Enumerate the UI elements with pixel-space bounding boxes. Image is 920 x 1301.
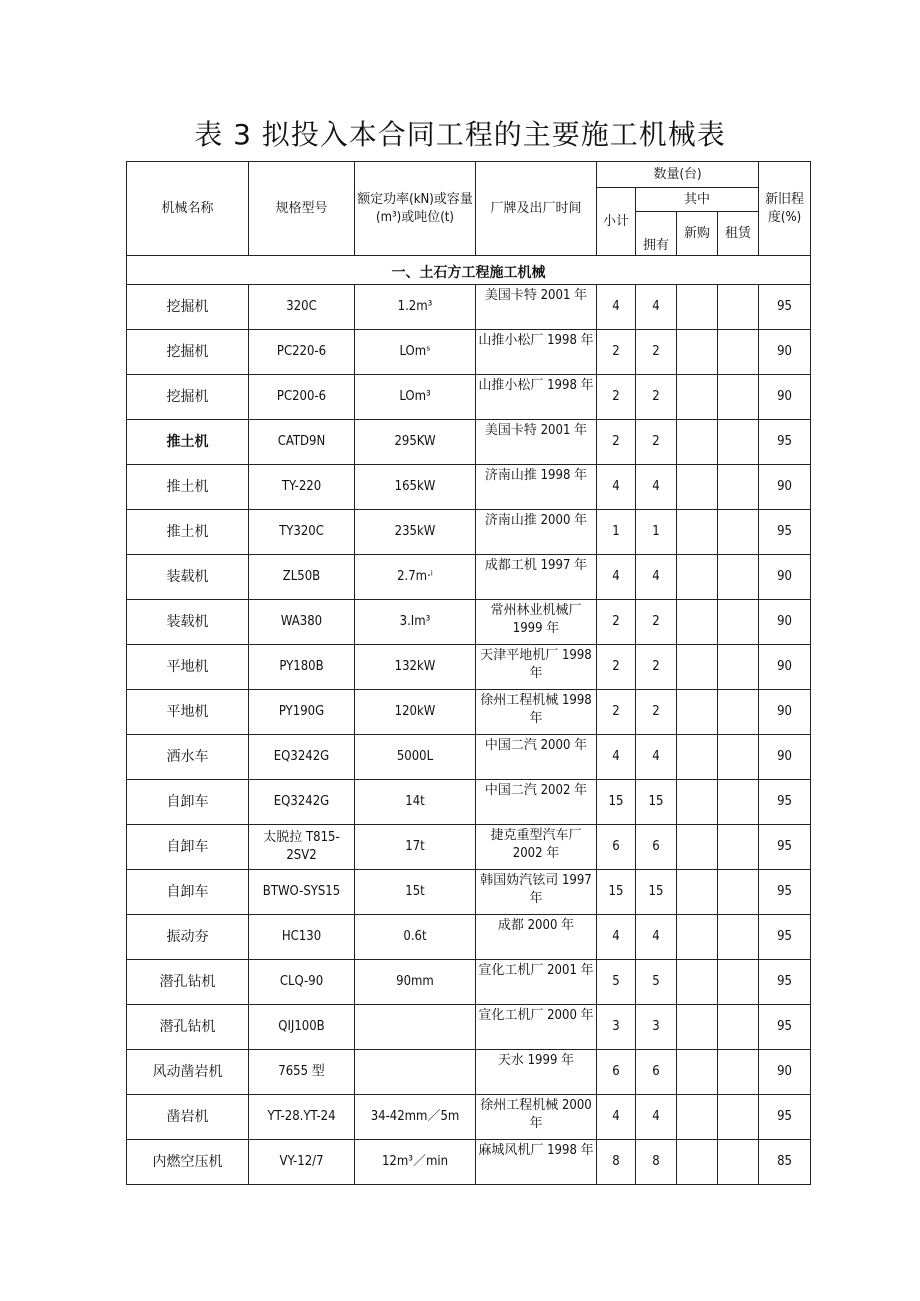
cell-machine-name: 挖掘机 xyxy=(127,375,249,420)
section-title: 一、土石方工程施工机械 xyxy=(127,256,811,285)
cell-factory: 徐州工程机械 2000 年 xyxy=(476,1095,597,1140)
cell-subtotal: 2 xyxy=(597,645,636,690)
cell-owned: 2 xyxy=(636,375,677,420)
cell-power: 1.2m³ xyxy=(355,285,476,330)
cell-subtotal: 4 xyxy=(597,465,636,510)
cell-machine-name: 自卸车 xyxy=(127,870,249,915)
cell-owned: 2 xyxy=(636,645,677,690)
cell-machine-name: 潜孔钻机 xyxy=(127,1005,249,1050)
cell-rent xyxy=(718,420,759,465)
header-rent: 租赁 xyxy=(718,212,759,256)
cell-power: 15t xyxy=(355,870,476,915)
cell-machine-name: 洒水车 xyxy=(127,735,249,780)
cell-model: TY-220 xyxy=(249,465,355,510)
table-row xyxy=(127,1140,811,1185)
cell-factory: 山推小松厂 1998 年 xyxy=(476,375,597,420)
cell-rent xyxy=(718,1140,759,1185)
cell-condition: 90 xyxy=(759,690,811,735)
cell-factory: 韩国妫汽铉司 1997 年 xyxy=(476,870,597,915)
cell-factory: 麻城风机厂 1998 年 xyxy=(476,1140,597,1185)
table-row xyxy=(127,690,811,735)
cell-subtotal: 6 xyxy=(597,1050,636,1095)
cell-rent xyxy=(718,870,759,915)
cell-factory: 成都工机 1997 年 xyxy=(476,555,597,600)
table-row xyxy=(127,555,811,600)
cell-factory: 常州林业机械厂 1999 年 xyxy=(476,600,597,645)
cell-power: 12m³／min xyxy=(355,1140,476,1185)
cell-new-buy xyxy=(677,465,718,510)
cell-factory: 美国卡特 2001 年 xyxy=(476,285,597,330)
cell-model: CLQ-90 xyxy=(249,960,355,1005)
cell-model: PC220-6 xyxy=(249,330,355,375)
cell-rent xyxy=(718,960,759,1005)
cell-owned: 4 xyxy=(636,915,677,960)
cell-rent xyxy=(718,285,759,330)
cell-new-buy xyxy=(677,870,718,915)
cell-new-buy xyxy=(677,510,718,555)
cell-machine-name: 推土机 xyxy=(127,465,249,510)
cell-power: 165kW xyxy=(355,465,476,510)
cell-owned: 5 xyxy=(636,960,677,1005)
cell-machine-name: 潜孔钻机 xyxy=(127,960,249,1005)
header-model: 规格型号 xyxy=(249,162,355,256)
header-condition: 新旧程度(%) xyxy=(759,162,811,256)
cell-new-buy xyxy=(677,1050,718,1095)
cell-subtotal: 4 xyxy=(597,735,636,780)
cell-model: EQ3242G xyxy=(249,735,355,780)
cell-new-buy xyxy=(677,780,718,825)
cell-new-buy xyxy=(677,330,718,375)
cell-factory: 济南山推 1998 年 xyxy=(476,465,597,510)
cell-owned: 8 xyxy=(636,1140,677,1185)
cell-condition: 95 xyxy=(759,780,811,825)
cell-power: 90mm xyxy=(355,960,476,1005)
cell-condition: 90 xyxy=(759,330,811,375)
cell-rent xyxy=(718,1095,759,1140)
cell-subtotal: 15 xyxy=(597,780,636,825)
cell-condition: 90 xyxy=(759,465,811,510)
cell-owned: 15 xyxy=(636,870,677,915)
cell-factory: 中国二汽 2002 年 xyxy=(476,780,597,825)
cell-subtotal: 2 xyxy=(597,375,636,420)
cell-owned: 6 xyxy=(636,825,677,870)
header-subtotal: 小计 xyxy=(597,188,636,256)
cell-rent xyxy=(718,780,759,825)
cell-power: 5000L xyxy=(355,735,476,780)
cell-new-buy xyxy=(677,825,718,870)
table-row xyxy=(127,330,811,375)
cell-machine-name: 平地机 xyxy=(127,690,249,735)
header-quantity: 数量(台) xyxy=(597,162,759,188)
cell-model: QIJ100B xyxy=(249,1005,355,1050)
cell-model: EQ3242G xyxy=(249,780,355,825)
table-row xyxy=(127,735,811,780)
cell-machine-name: 振动夯 xyxy=(127,915,249,960)
table-row xyxy=(127,1005,811,1050)
cell-subtotal: 3 xyxy=(597,1005,636,1050)
cell-rent xyxy=(718,555,759,600)
cell-rent xyxy=(718,915,759,960)
table-row xyxy=(127,960,811,1005)
cell-owned: 2 xyxy=(636,330,677,375)
cell-condition: 90 xyxy=(759,645,811,690)
cell-subtotal: 2 xyxy=(597,600,636,645)
table-row xyxy=(127,285,811,330)
cell-owned: 2 xyxy=(636,420,677,465)
cell-power: 2.7m·ⁱ xyxy=(355,555,476,600)
cell-new-buy xyxy=(677,1095,718,1140)
cell-factory: 徐州工程机械 1998 年 xyxy=(476,690,597,735)
table-row xyxy=(127,1095,811,1140)
page-title: 表 3 拟投入本合同工程的主要施工机械表 xyxy=(194,118,726,151)
cell-model: YT-28.YT-24 xyxy=(249,1095,355,1140)
cell-factory: 济南山推 2000 年 xyxy=(476,510,597,555)
cell-condition: 95 xyxy=(759,1095,811,1140)
cell-power: 34-42mm／5m xyxy=(355,1095,476,1140)
cell-model: 7655 型 xyxy=(249,1050,355,1095)
cell-rent xyxy=(718,375,759,420)
cell-factory: 中国二汽 2000 年 xyxy=(476,735,597,780)
table-row xyxy=(127,465,811,510)
cell-subtotal: 4 xyxy=(597,1095,636,1140)
cell-subtotal: 2 xyxy=(597,330,636,375)
cell-condition: 95 xyxy=(759,420,811,465)
cell-rent xyxy=(718,825,759,870)
cell-machine-name: 装载机 xyxy=(127,600,249,645)
cell-model: TY320C xyxy=(249,510,355,555)
cell-model: CATD9N xyxy=(249,420,355,465)
cell-power: 17t xyxy=(355,825,476,870)
cell-power: 295KW xyxy=(355,420,476,465)
cell-condition: 95 xyxy=(759,870,811,915)
cell-condition: 95 xyxy=(759,510,811,555)
cell-owned: 2 xyxy=(636,690,677,735)
cell-power: 3.Im³ xyxy=(355,600,476,645)
cell-machine-name: 装载机 xyxy=(127,555,249,600)
cell-rent xyxy=(718,465,759,510)
cell-condition: 95 xyxy=(759,825,811,870)
cell-condition: 95 xyxy=(759,1005,811,1050)
cell-model: WA380 xyxy=(249,600,355,645)
cell-machine-name: 内燃空压机 xyxy=(127,1140,249,1185)
cell-condition: 90 xyxy=(759,600,811,645)
table-row xyxy=(127,645,811,690)
machinery-table xyxy=(126,161,811,1185)
table-row xyxy=(127,1050,811,1095)
cell-machine-name: 挖掘机 xyxy=(127,330,249,375)
cell-owned: 4 xyxy=(636,735,677,780)
cell-new-buy xyxy=(677,285,718,330)
cell-rent xyxy=(718,690,759,735)
cell-machine-name: 自卸车 xyxy=(127,780,249,825)
cell-owned: 4 xyxy=(636,285,677,330)
table-row xyxy=(127,915,811,960)
table-row xyxy=(127,870,811,915)
cell-owned: 1 xyxy=(636,510,677,555)
cell-owned: 3 xyxy=(636,1005,677,1050)
cell-condition: 95 xyxy=(759,915,811,960)
header-power: 额定功率(kN)或容量(m³)或吨位(t) xyxy=(355,162,476,256)
cell-subtotal: 5 xyxy=(597,960,636,1005)
cell-machine-name: 自卸车 xyxy=(127,825,249,870)
cell-model: PY190G xyxy=(249,690,355,735)
cell-owned: 15 xyxy=(636,780,677,825)
cell-owned: 4 xyxy=(636,555,677,600)
cell-factory: 天津平地机厂 1998 年 xyxy=(476,645,597,690)
table-row xyxy=(127,375,811,420)
cell-new-buy xyxy=(677,645,718,690)
cell-subtotal: 4 xyxy=(597,555,636,600)
cell-model: VY-12/7 xyxy=(249,1140,355,1185)
table-row xyxy=(127,510,811,555)
cell-subtotal: 6 xyxy=(597,825,636,870)
cell-factory: 天水 1999 年 xyxy=(476,1050,597,1095)
cell-machine-name: 推土机 xyxy=(127,420,249,465)
cell-model: PC200-6 xyxy=(249,375,355,420)
cell-model: HC130 xyxy=(249,915,355,960)
cell-machine-name: 推土机 xyxy=(127,510,249,555)
cell-new-buy xyxy=(677,1005,718,1050)
cell-power: 120kW xyxy=(355,690,476,735)
cell-new-buy xyxy=(677,915,718,960)
cell-rent xyxy=(718,1050,759,1095)
cell-owned: 4 xyxy=(636,465,677,510)
cell-new-buy xyxy=(677,420,718,465)
cell-rent xyxy=(718,1005,759,1050)
cell-rent xyxy=(718,645,759,690)
cell-subtotal: 2 xyxy=(597,690,636,735)
cell-model: ZL50B xyxy=(249,555,355,600)
table-row xyxy=(127,420,811,465)
cell-power: 235kW xyxy=(355,510,476,555)
cell-factory: 宣化工机厂 2000 年 xyxy=(476,1005,597,1050)
cell-machine-name: 平地机 xyxy=(127,645,249,690)
cell-new-buy xyxy=(677,555,718,600)
cell-condition: 85 xyxy=(759,1140,811,1185)
cell-factory: 宣化工机厂 2001 年 xyxy=(476,960,597,1005)
cell-factory: 山推小松厂 1998 年 xyxy=(476,330,597,375)
table-body xyxy=(127,285,811,1185)
cell-subtotal: 4 xyxy=(597,285,636,330)
cell-new-buy xyxy=(677,600,718,645)
cell-machine-name: 风动凿岩机 xyxy=(127,1050,249,1095)
cell-factory: 美国卡特 2001 年 xyxy=(476,420,597,465)
cell-rent xyxy=(718,735,759,780)
cell-condition: 90 xyxy=(759,555,811,600)
cell-subtotal: 4 xyxy=(597,915,636,960)
header-name: 机械名称 xyxy=(127,162,249,256)
cell-factory: 成都 2000 年 xyxy=(476,915,597,960)
cell-condition: 95 xyxy=(759,960,811,1005)
cell-owned: 4 xyxy=(636,1095,677,1140)
cell-power: LOm³ xyxy=(355,375,476,420)
header-among: 其中 xyxy=(636,188,759,212)
cell-condition: 90 xyxy=(759,735,811,780)
cell-owned: 6 xyxy=(636,1050,677,1095)
cell-model: PY180B xyxy=(249,645,355,690)
cell-model: BTWO-SYS15 xyxy=(249,870,355,915)
cell-power xyxy=(355,1005,476,1050)
cell-power: 0.6t xyxy=(355,915,476,960)
table-row xyxy=(127,825,811,870)
cell-machine-name: 凿岩机 xyxy=(127,1095,249,1140)
cell-factory: 捷克重型汽车厂 2002 年 xyxy=(476,825,597,870)
cell-new-buy xyxy=(677,375,718,420)
cell-condition: 95 xyxy=(759,285,811,330)
cell-new-buy xyxy=(677,960,718,1005)
cell-rent xyxy=(718,510,759,555)
header-owned: 拥有 xyxy=(636,212,677,256)
cell-condition: 90 xyxy=(759,375,811,420)
cell-power: 14t xyxy=(355,780,476,825)
header-new-buy: 新购 xyxy=(677,212,718,256)
cell-rent xyxy=(718,330,759,375)
cell-power: 132kW xyxy=(355,645,476,690)
cell-power xyxy=(355,1050,476,1095)
cell-model: 320C xyxy=(249,285,355,330)
cell-new-buy xyxy=(677,1140,718,1185)
cell-subtotal: 15 xyxy=(597,870,636,915)
cell-new-buy xyxy=(677,690,718,735)
cell-subtotal: 8 xyxy=(597,1140,636,1185)
cell-condition: 90 xyxy=(759,1050,811,1095)
table-row xyxy=(127,780,811,825)
cell-power: LOmˢ xyxy=(355,330,476,375)
header-factory: 厂牌及出厂时间 xyxy=(476,162,597,256)
cell-rent xyxy=(718,600,759,645)
cell-machine-name: 挖掘机 xyxy=(127,285,249,330)
cell-subtotal: 1 xyxy=(597,510,636,555)
table-row xyxy=(127,600,811,645)
cell-owned: 2 xyxy=(636,600,677,645)
cell-new-buy xyxy=(677,735,718,780)
cell-subtotal: 2 xyxy=(597,420,636,465)
cell-model: 太脱拉 T815-2SV2 xyxy=(249,825,355,870)
